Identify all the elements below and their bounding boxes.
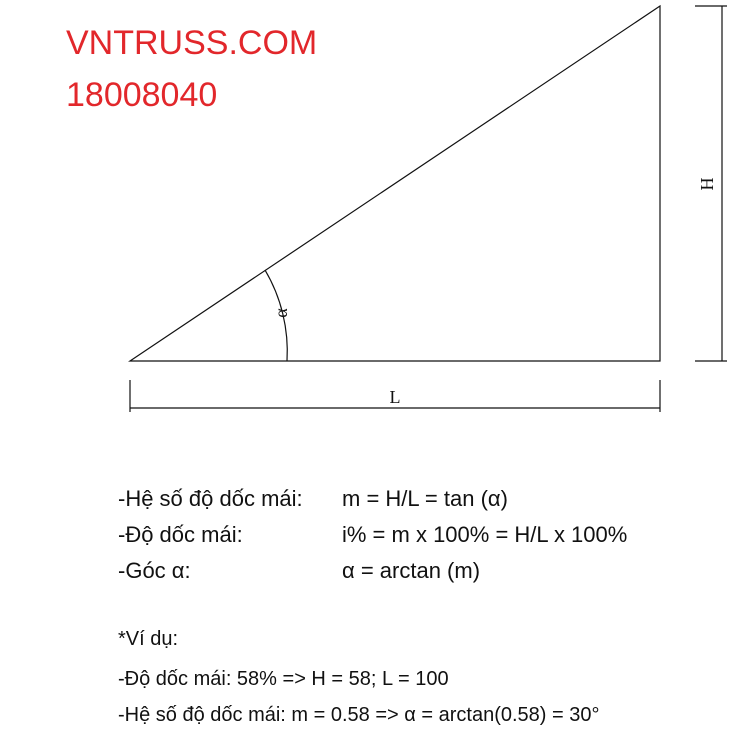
brand-phone: 18008040 bbox=[66, 76, 218, 114]
example-line-1: -Độ dốc mái: 58% => H = 58; L = 100 bbox=[118, 668, 449, 690]
brand-site: VNTRUSS.COM bbox=[66, 24, 318, 62]
formula-label: -Góc α: bbox=[118, 558, 191, 583]
example-line-2: -Hệ số độ dốc mái: m = 0.58 => α = arctan(0.58) = 30° bbox=[118, 704, 600, 726]
roof-triangle bbox=[130, 6, 660, 361]
formula-value: m = H/L = tan (α) bbox=[342, 486, 508, 511]
example-heading: *Ví dụ: bbox=[118, 628, 179, 650]
formula-value: α = arctan (m) bbox=[342, 558, 481, 583]
formula-label: -Hệ số độ dốc mái: bbox=[118, 486, 303, 511]
base-label: L bbox=[389, 387, 401, 407]
formula-value: i% = m x 100% = H/L x 100% bbox=[342, 522, 628, 547]
formula-label: -Độ dốc mái: bbox=[118, 522, 243, 547]
height-label: H bbox=[697, 177, 717, 191]
angle-label: α bbox=[271, 308, 291, 318]
